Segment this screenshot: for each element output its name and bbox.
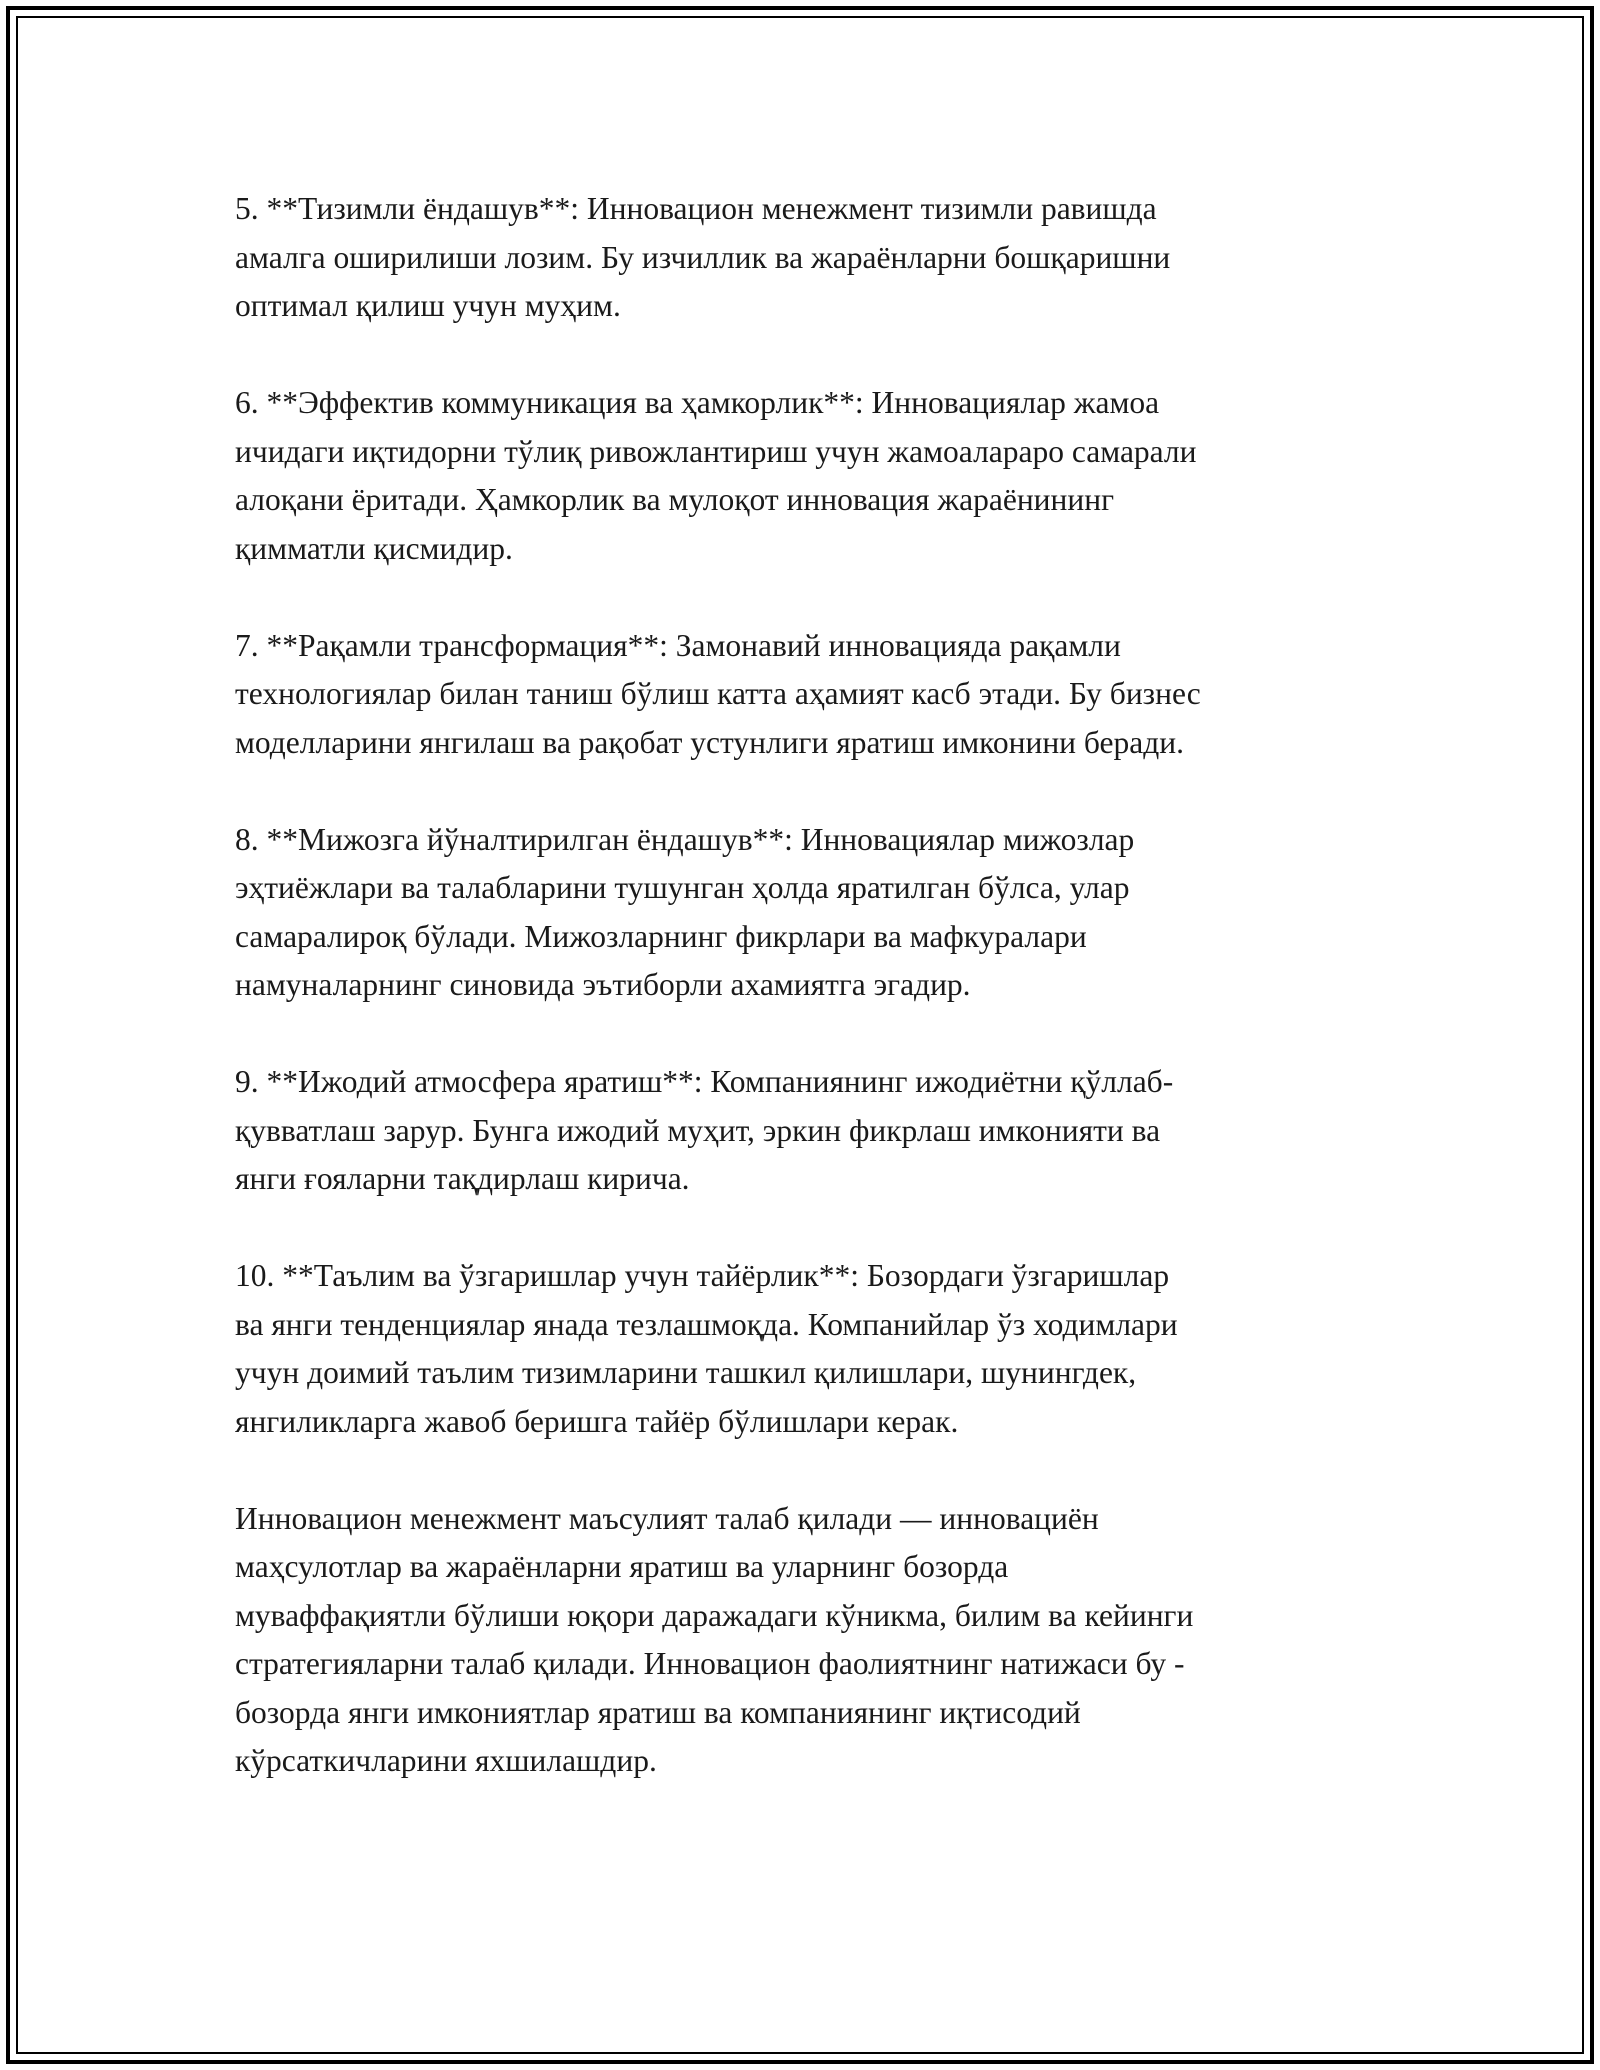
document-body [235, 185, 1365, 1834]
paragraph-conclusion: Инновацион менежмент маъсулият талаб қилади — инновациён маҳсулотлар ва жараёнларни яратиш ва уларнинг бозорда муваффақиятли бўлиши юқори даражадаги кўникма, билим ва кейинги стратегияларни талаб қилади. Инновацион фаолиятнинг натижаси бу - бозорда янги имкониятлар яратиш ва компаниянинг иқтисодий кўрсаткичларини яхшилашдир. [235, 1500, 1194, 1778]
paragraph-item-5: 5. **Тизимли ёндашув**: Инновацион менежмент тизимли равишда амалга оширилиши лозим. Бу изчиллик ва жараёнларни бошқаришни оптимал қилиш учун муҳим. [235, 191, 1171, 323]
paragraph-item-7: 7. **Рақамли трансформация**: Замонавий инновацияда рақамли технологиялар билан таниш бўлиш катта аҳамият касб этади. Бу бизнес моделларини янгилаш ва рақобат устунлиги яратиш имконини беради. [235, 627, 1201, 760]
paragraph-item-6: 6. **Эффектив коммуникация ва ҳамкорлик**: Инновациялар жамоа ичидаги иқтидорни тўлиқ ривожлантириш учун жамоалараро самарали алоқани ёритади. Ҳамкорлик ва мулоқот инновация жараёнининг қимматли қисмидир. [235, 385, 1197, 566]
paragraph-item-10: 10. **Таълим ва ўзгаришлар учун тайёрлик**: Бозордаги ўзгаришлар ва янги тенденциялар янада тезлашмоқда. Компанийлар ўз ходимлари учун доимий таълим тизимларини ташкил қилишлари, шунингдек, янгиликларга жавоб беришга тайёр бўлишлари керак. [235, 1258, 1178, 1439]
paragraph-item-9: 9. **Ижодий атмосфера яратиш**: Компаниянинг ижодиётни қўллаб- қувватлаш зарур. Бунга ижодий муҳит, эркин фикрлаш имконияти ва янги ғояларни тақдирлаш кирича. [235, 1064, 1174, 1196]
paragraph-item-8: 8. **Мижозга йўналтирилган ёндашув**: Инновациялар мижозлар эҳтиёжлари ва талабларини тушунган ҳолда яратилган бўлса, улар самаралироқ бўлади. Мижозларнинг фикрлари ва мафкуралари намуналарнинг синовида эътиборли ахамиятга эгадир. [235, 821, 1135, 1002]
